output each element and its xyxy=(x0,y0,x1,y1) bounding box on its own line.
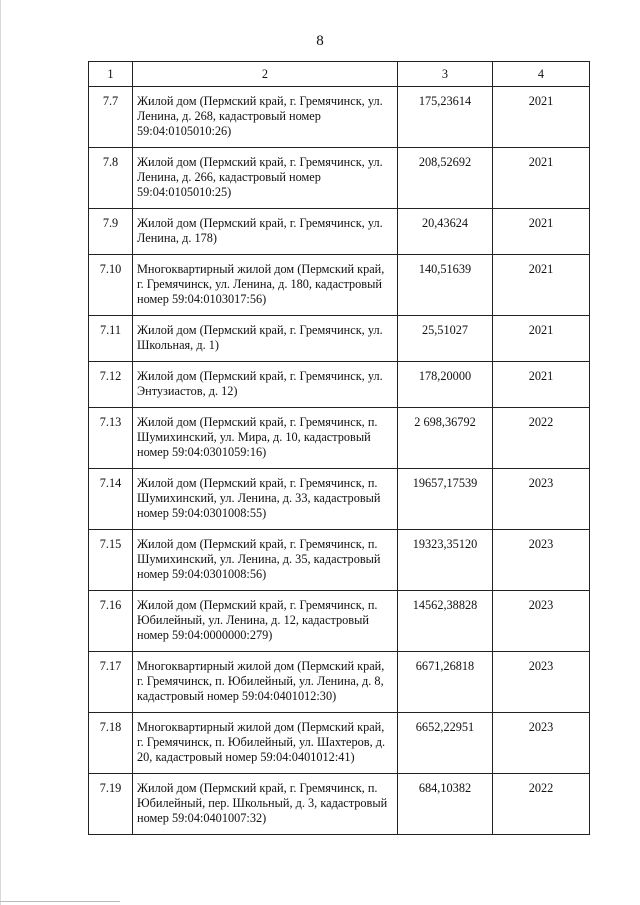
row-number-cell: 7.9 xyxy=(89,209,133,255)
object-name-cell: Жилой дом (Пермский край, г. Гремячинск, п. Шумихинский, ул. Мира, д. 10, кадастровый номер 59:04:0301059:16) xyxy=(133,408,398,469)
value-cell: 6652,22951 xyxy=(398,713,493,774)
row-number-cell: 7.14 xyxy=(89,469,133,530)
year-cell: 2021 xyxy=(493,255,590,316)
table-row xyxy=(89,530,590,591)
table-row xyxy=(89,255,590,316)
year-cell: 2021 xyxy=(493,362,590,408)
row-number-cell: 7.10 xyxy=(89,255,133,316)
year-cell: 2021 xyxy=(493,209,590,255)
year-cell: 2022 xyxy=(493,408,590,469)
value-cell: 20,43624 xyxy=(398,209,493,255)
object-name-cell: Жилой дом (Пермский край, г. Гремячинск, ул. Школьная, д. 1) xyxy=(133,316,398,362)
object-name-cell: Жилой дом (Пермский край, г. Гремячинск, п. Юбилейный, пер. Школьный, д. 3, кадастровый номер 59:04:0401007:32) xyxy=(133,774,398,835)
table-row xyxy=(89,713,590,774)
table-row xyxy=(89,316,590,362)
value-cell: 19323,35120 xyxy=(398,530,493,591)
value-cell: 6671,26818 xyxy=(398,652,493,713)
year-cell: 2021 xyxy=(493,87,590,148)
object-name-cell: Жилой дом (Пермский край, г. Гремячинск, ул. Энтузиастов, д. 12) xyxy=(133,362,398,408)
table-row xyxy=(89,362,590,408)
row-number-cell: 7.12 xyxy=(89,362,133,408)
year-cell: 2021 xyxy=(493,316,590,362)
year-cell: 2023 xyxy=(493,591,590,652)
object-name-cell: Жилой дом (Пермский край, г. Гремячинск, п. Юбилейный, ул. Ленина, д. 12, кадастровый номер 59:04:0000000:279) xyxy=(133,591,398,652)
object-name-cell: Жилой дом (Пермский край, г. Гремячинск, ул. Ленина, д. 268, кадастровый номер 59:04:0105010:26) xyxy=(133,87,398,148)
value-cell: 2 698,36792 xyxy=(398,408,493,469)
column-header-4: 4 xyxy=(493,62,590,87)
value-cell: 178,20000 xyxy=(398,362,493,408)
table-row xyxy=(89,408,590,469)
scan-edge-line xyxy=(0,0,1,905)
row-number-cell: 7.8 xyxy=(89,148,133,209)
value-cell: 140,51639 xyxy=(398,255,493,316)
objects-table xyxy=(88,61,590,835)
row-number-cell: 7.16 xyxy=(89,591,133,652)
year-cell: 2023 xyxy=(493,469,590,530)
table-row xyxy=(89,652,590,713)
row-number-cell: 7.7 xyxy=(89,87,133,148)
value-cell: 14562,38828 xyxy=(398,591,493,652)
object-name-cell: Жилой дом (Пермский край, г. Гремячинск, п. Шумихинский, ул. Ленина, д. 35, кадастровый номер 59:04:0301008:56) xyxy=(133,530,398,591)
page-number: 8 xyxy=(316,33,324,49)
object-name-cell: Жилой дом (Пермский край, г. Гремячинск, ул. Ленина, д. 266, кадастровый номер 59:04:0105010:25) xyxy=(133,148,398,209)
table-header-row xyxy=(89,62,590,87)
scan-bottom-line xyxy=(0,901,120,902)
value-cell: 684,10382 xyxy=(398,774,493,835)
column-header-2: 2 xyxy=(133,62,398,87)
object-name-cell: Жилой дом (Пермский край, г. Гремячинск, п. Шумихинский, ул. Ленина, д. 33, кадастровый номер 59:04:0301008:55) xyxy=(133,469,398,530)
value-cell: 19657,17539 xyxy=(398,469,493,530)
object-name-cell: Многоквартирный жилой дом (Пермский край, г. Гремячинск, п. Юбилейный, ул. Шахтеров, д. 20, кадастровый номер 59:04:0401012:41) xyxy=(133,713,398,774)
object-name-cell: Многоквартирный жилой дом (Пермский край, г. Гремячинск, ул. Ленина, д. 180, кадастровый номер 59:04:0103017:56) xyxy=(133,255,398,316)
row-number-cell: 7.11 xyxy=(89,316,133,362)
row-number-cell: 7.13 xyxy=(89,408,133,469)
column-header-1: 1 xyxy=(89,62,133,87)
column-header-3: 3 xyxy=(398,62,493,87)
table-row xyxy=(89,148,590,209)
year-cell: 2023 xyxy=(493,652,590,713)
object-name-cell: Жилой дом (Пермский край, г. Гремячинск, ул. Ленина, д. 178) xyxy=(133,209,398,255)
object-name-cell: Многоквартирный жилой дом (Пермский край, г. Гремячинск, п. Юбилейный, ул. Ленина, д. 8, кадастровый номер 59:04:0401012:30) xyxy=(133,652,398,713)
row-number-cell: 7.18 xyxy=(89,713,133,774)
year-cell: 2022 xyxy=(493,774,590,835)
value-cell: 175,23614 xyxy=(398,87,493,148)
row-number-cell: 7.17 xyxy=(89,652,133,713)
value-cell: 25,51027 xyxy=(398,316,493,362)
row-number-cell: 7.15 xyxy=(89,530,133,591)
table-row xyxy=(89,469,590,530)
table-row xyxy=(89,209,590,255)
value-cell: 208,52692 xyxy=(398,148,493,209)
row-number-cell: 7.19 xyxy=(89,774,133,835)
table-row xyxy=(89,774,590,835)
year-cell: 2023 xyxy=(493,530,590,591)
table-row xyxy=(89,87,590,148)
year-cell: 2021 xyxy=(493,148,590,209)
table-row xyxy=(89,591,590,652)
year-cell: 2023 xyxy=(493,713,590,774)
